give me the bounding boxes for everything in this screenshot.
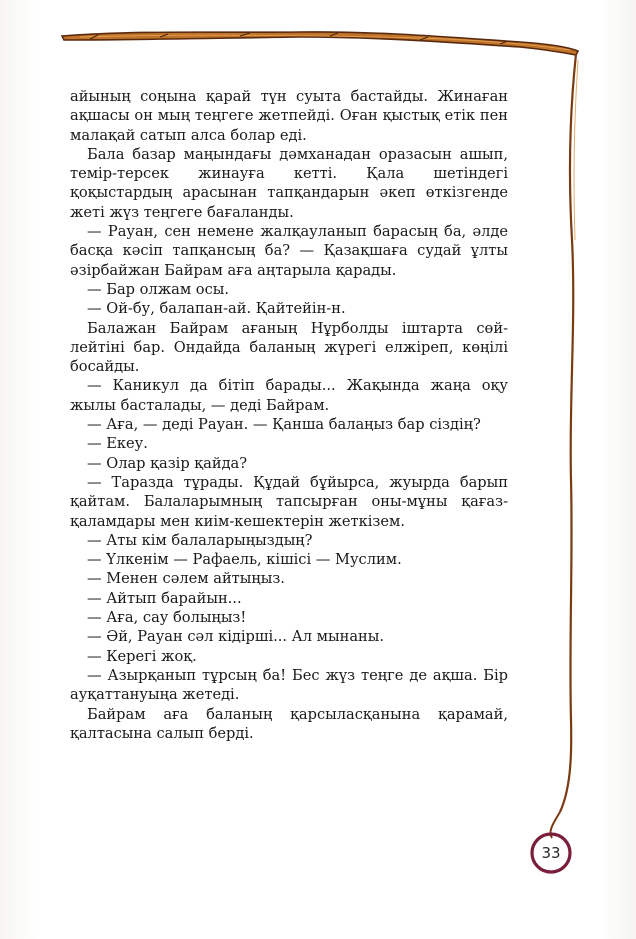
dialogue-line: — Екеу.	[87, 435, 148, 453]
dialogue-line: — Аға, — деді Рауан. — Қанша балаңыз бар сіздің?	[87, 416, 481, 434]
dialogue-line: — Каникул да бітіп барады... Жақында жаңа оқу жылы басталады, — деді Байрам.	[70, 377, 508, 414]
dialogue-line: — Аға, сау болыңыз!	[87, 609, 247, 627]
paragraph: Байрам аға баланың қарсыласқанына қарамай, қалтасына салып берді.	[70, 705, 508, 742]
dialogue-line: — Таразда тұрады. Құдай бұйырса, жуырда барып қайтам. Балаларымның тапсырған оны-мұны қағаз-қаламдары мен киім-кешектерін жеткізем.	[70, 473, 508, 530]
dialogue-line: — Әй, Рауан сәл кідірші... Ал мынаны.	[87, 628, 385, 646]
paragraph: Балажан Байрам ағаның Нұрболды іштарта сөй-лейтіні бар. Ондайда баланың жүрегі елжіреп, көңілі босайды.	[70, 319, 508, 376]
page-number: 33	[541, 844, 561, 862]
dialogue-line: — Олар қазір қайда?	[87, 454, 248, 472]
dialogue-line: — Ой-бу, балапан-ай. Қайтейін-н.	[87, 300, 346, 318]
dialogue-line: — Керегі жоқ.	[87, 647, 197, 665]
dialogue-line: — Рауан, сен немене жалқауланып барасың ба, әлде басқа кәсіп тапқансың ба? — Қазақшаға судай ұлты әзірбайжан Байрам аға аңтарыла қарады.	[70, 223, 508, 279]
dialogue-line: — Менен сәлем айтыңыз.	[87, 570, 285, 588]
dialogue-line: — Бар олжам осы.	[87, 280, 230, 298]
dialogue-line: — Үлкенім — Рафаель, кішісі — Муслим.	[87, 551, 402, 569]
dialogue-line: — Аты кім балаларыңыздың?	[87, 531, 313, 549]
paragraph: айының соңына қарай түн суыта бастайды. Жинаған ақшасы он мың теңгеге жетпейді. Оған қыстық етік пен малақай сатып алса болар еді.	[70, 88, 508, 144]
paragraph: Бала базар маңындағы дәмханадан оразасын ашып, темір-терсек жинауға кетті. Қала шетіндегі қоқыстардың арасынан тапқандарын әкеп өткізгенде жеті жүз теңгеге бағаланды.	[70, 145, 508, 221]
dialogue-line: — Азырқанып тұрсың ба! Бес жүз теңге де ақша. Бір ауқаттануыңа жетеді.	[70, 666, 508, 704]
dialogue-line: — Айтып барайын...	[87, 589, 242, 607]
body-text	[70, 87, 508, 743]
